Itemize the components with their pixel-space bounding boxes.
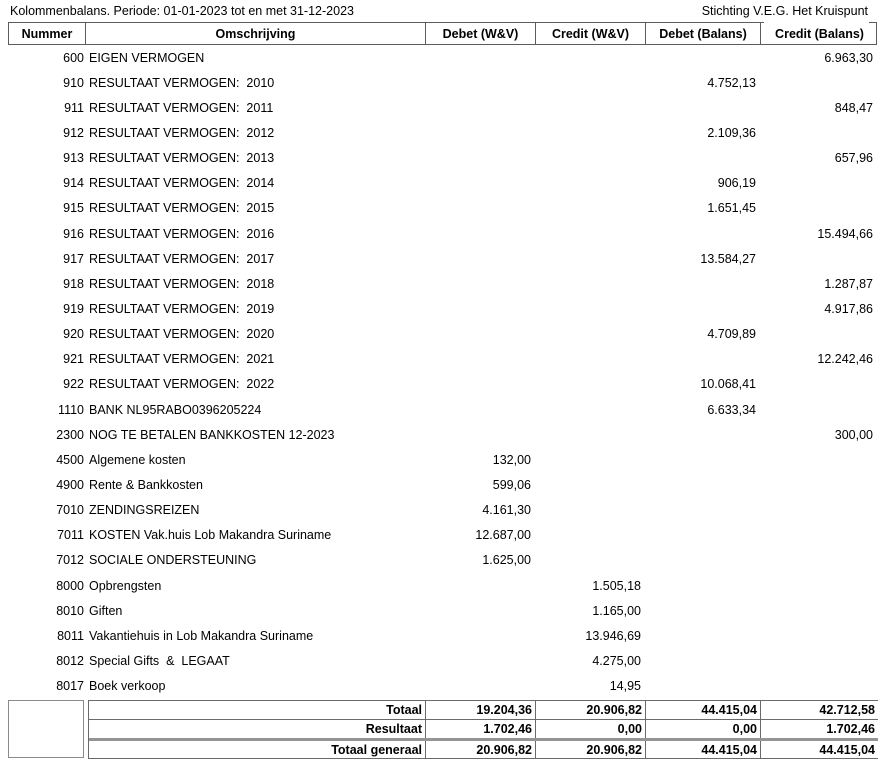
row-nummer: 913: [63, 151, 84, 166]
total-debet-wv: 19.204,36: [426, 701, 536, 719]
row-omschrijving: RESULTAAT VERMOGEN: 2011: [89, 100, 274, 115]
row-omschrijving: RESULTAAT VERMOGEN: 2012: [89, 125, 275, 140]
table-row: [8, 472, 877, 497]
total-debet-balans: 0,00: [646, 720, 761, 738]
row-nummer: 2300: [56, 427, 84, 442]
row-nummer: 911: [64, 100, 84, 115]
totals-row: [89, 720, 878, 741]
row-nummer: 920: [63, 327, 84, 342]
row-nummer: 1110: [58, 402, 84, 417]
totals-row: [89, 701, 878, 720]
row-credit-balans: 4.917,86: [824, 301, 873, 316]
column-header-credit-wv: Credit (W&V): [536, 23, 646, 44]
row-debet-wv: 1.625,00: [482, 553, 531, 568]
row-debet-wv: 132,00: [492, 452, 531, 467]
row-credit-wv: 14,95: [609, 679, 641, 694]
column-header-credit-balans: Credit (Balans): [775, 26, 864, 41]
row-omschrijving: RESULTAAT VERMOGEN: 2019: [89, 301, 275, 316]
table-body: [8, 45, 877, 699]
table-row: [8, 322, 877, 347]
row-omschrijving: SOCIALE ONDERSTEUNING: [89, 553, 257, 568]
row-credit-balans: 12.242,46: [817, 352, 873, 367]
row-nummer: 921: [63, 352, 84, 367]
column-header-nummer: Nummer: [9, 23, 86, 44]
row-omschrijving: RESULTAAT VERMOGEN: 2015: [89, 201, 275, 216]
row-nummer: 8000: [56, 578, 84, 593]
table-row: [8, 523, 877, 548]
row-omschrijving: RESULTAAT VERMOGEN: 2021: [89, 352, 275, 367]
total-credit-balans: 44.415,04: [819, 742, 875, 757]
row-omschrijving: RESULTAAT VERMOGEN: 2022: [89, 377, 275, 392]
row-omschrijving: RESULTAAT VERMOGEN: 2010: [89, 75, 275, 90]
totals-row: [89, 741, 878, 758]
row-nummer: 7011: [57, 528, 84, 543]
table-row: [8, 196, 877, 221]
row-credit-balans: 300,00: [834, 427, 873, 442]
row-nummer: 915: [63, 201, 84, 216]
row-nummer: 8017: [56, 679, 84, 694]
row-nummer: 4900: [56, 477, 84, 492]
row-credit-wv: 13.946,69: [585, 628, 641, 643]
table-row: [8, 171, 877, 196]
totals-empty-box: [8, 700, 84, 758]
row-nummer: 4500: [56, 452, 84, 467]
row-omschrijving: EIGEN VERMOGEN: [89, 50, 205, 65]
row-omschrijving: RESULTAAT VERMOGEN: 2013: [89, 151, 275, 166]
row-omschrijving: RESULTAAT VERMOGEN: 2014: [89, 176, 275, 191]
total-debet-balans: 44.415,04: [646, 741, 761, 758]
row-credit-balans: 848,47: [834, 100, 873, 115]
table-row: [8, 498, 877, 523]
total-credit-wv: 20.906,82: [536, 701, 646, 719]
table-row: [8, 372, 877, 397]
total-label: Resultaat: [89, 720, 426, 738]
row-credit-balans: 15.494,66: [817, 226, 873, 241]
row-omschrijving: RESULTAAT VERMOGEN: 2016: [89, 226, 275, 241]
row-credit-balans: 657,96: [834, 151, 873, 166]
table-row: [8, 221, 877, 246]
row-nummer: 916: [63, 226, 84, 241]
row-nummer: 7012: [56, 553, 84, 568]
table-row: [8, 397, 877, 422]
row-omschrijving: Opbrengsten: [89, 578, 162, 593]
row-nummer: 914: [63, 176, 84, 191]
table-row: [8, 548, 877, 573]
table-row: [8, 95, 877, 120]
table-header: [8, 22, 877, 45]
row-credit-balans: 6.963,30: [824, 50, 873, 65]
table-row: [8, 120, 877, 145]
total-label: Totaal: [89, 701, 426, 719]
table-row: [8, 674, 877, 699]
row-omschrijving: RESULTAAT VERMOGEN: 2020: [89, 327, 275, 342]
row-debet-balans: 906,19: [717, 176, 756, 191]
row-debet-balans: 2.109,36: [707, 125, 756, 140]
header-border-gap: [764, 22, 869, 23]
row-omschrijving: RESULTAAT VERMOGEN: 2018: [89, 276, 275, 291]
row-debet-balans: 13.584,27: [700, 251, 756, 266]
row-nummer: 922: [63, 377, 84, 392]
row-nummer: 919: [63, 301, 84, 316]
row-omschrijving: KOSTEN Vak.huis Lob Makandra Suriname: [89, 528, 332, 543]
table-row: [8, 347, 877, 372]
row-nummer: 7010: [56, 503, 84, 518]
table-row: [8, 146, 877, 171]
row-debet-balans: 10.068,41: [700, 377, 756, 392]
column-header-debet-balans: Debet (Balans): [646, 23, 761, 44]
total-debet-wv: 20.906,82: [426, 741, 536, 758]
row-credit-wv: 4.275,00: [592, 653, 641, 668]
table-row: [8, 296, 877, 321]
row-omschrijving: BANK NL95RABO0396205224: [89, 402, 262, 417]
column-header-omschrijving: Omschrijving: [86, 23, 426, 44]
total-debet-wv: 1.702,46: [426, 720, 536, 738]
row-nummer: 917: [63, 251, 84, 266]
row-credit-balans: 1.287,87: [824, 276, 873, 291]
row-omschrijving: Special Gifts & LEGAAT: [89, 653, 230, 668]
row-debet-wv: 599,06: [492, 477, 531, 492]
table-row: [8, 70, 877, 95]
row-debet-wv: 12.687,00: [475, 528, 531, 543]
row-omschrijving: NOG TE BETALEN BANKKOSTEN 12-2023: [89, 427, 335, 442]
table-row: [8, 598, 877, 623]
table-row: [8, 271, 877, 296]
table-row: [8, 422, 877, 447]
row-omschrijving: RESULTAAT VERMOGEN: 2017: [89, 251, 275, 266]
row-omschrijving: Rente & Bankkosten: [89, 477, 203, 492]
row-credit-wv: 1.505,18: [592, 578, 641, 593]
table-row: [8, 246, 877, 271]
row-nummer: 600: [63, 50, 84, 65]
table-row: [8, 45, 877, 70]
table-row: [8, 648, 877, 673]
row-omschrijving: ZENDINGSREIZEN: [89, 503, 200, 518]
row-nummer: 8010: [56, 603, 84, 618]
row-omschrijving: Vakantiehuis in Lob Makandra Suriname: [89, 628, 314, 643]
row-debet-balans: 4.709,89: [707, 327, 756, 342]
row-debet-balans: 1.651,45: [707, 201, 756, 216]
table-row: [8, 623, 877, 648]
column-header-debet-wv: Debet (W&V): [426, 23, 536, 44]
total-credit-wv: 20.906,82: [536, 741, 646, 758]
row-nummer: 8012: [56, 653, 84, 668]
row-omschrijving: Giften: [89, 603, 123, 618]
totals-rows: [88, 700, 878, 759]
row-debet-wv: 4.161,30: [482, 503, 531, 518]
row-omschrijving: Algemene kosten: [89, 452, 186, 467]
row-omschrijving: Boek verkoop: [89, 679, 166, 694]
row-nummer: 8011: [57, 628, 84, 643]
total-credit-wv: 0,00: [536, 720, 646, 738]
row-credit-wv: 1.165,00: [592, 603, 641, 618]
total-credit-balans: 42.712,58: [819, 703, 875, 717]
row-debet-balans: 6.633,34: [707, 402, 756, 417]
total-debet-balans: 44.415,04: [646, 701, 761, 719]
row-nummer: 910: [63, 75, 84, 90]
row-nummer: 918: [63, 276, 84, 291]
total-credit-balans: 1.702,46: [826, 722, 875, 736]
report-title: Kolommenbalans. Periode: 01-01-2023 tot en met 31-12-2023: [10, 4, 354, 18]
organization-name: Stichting V.E.G. Het Kruispunt: [701, 4, 868, 18]
table-row: [8, 573, 877, 598]
total-label: Totaal generaal: [89, 741, 426, 758]
row-debet-balans: 4.752,13: [707, 75, 756, 90]
row-nummer: 912: [63, 125, 84, 140]
table-row: [8, 447, 877, 472]
